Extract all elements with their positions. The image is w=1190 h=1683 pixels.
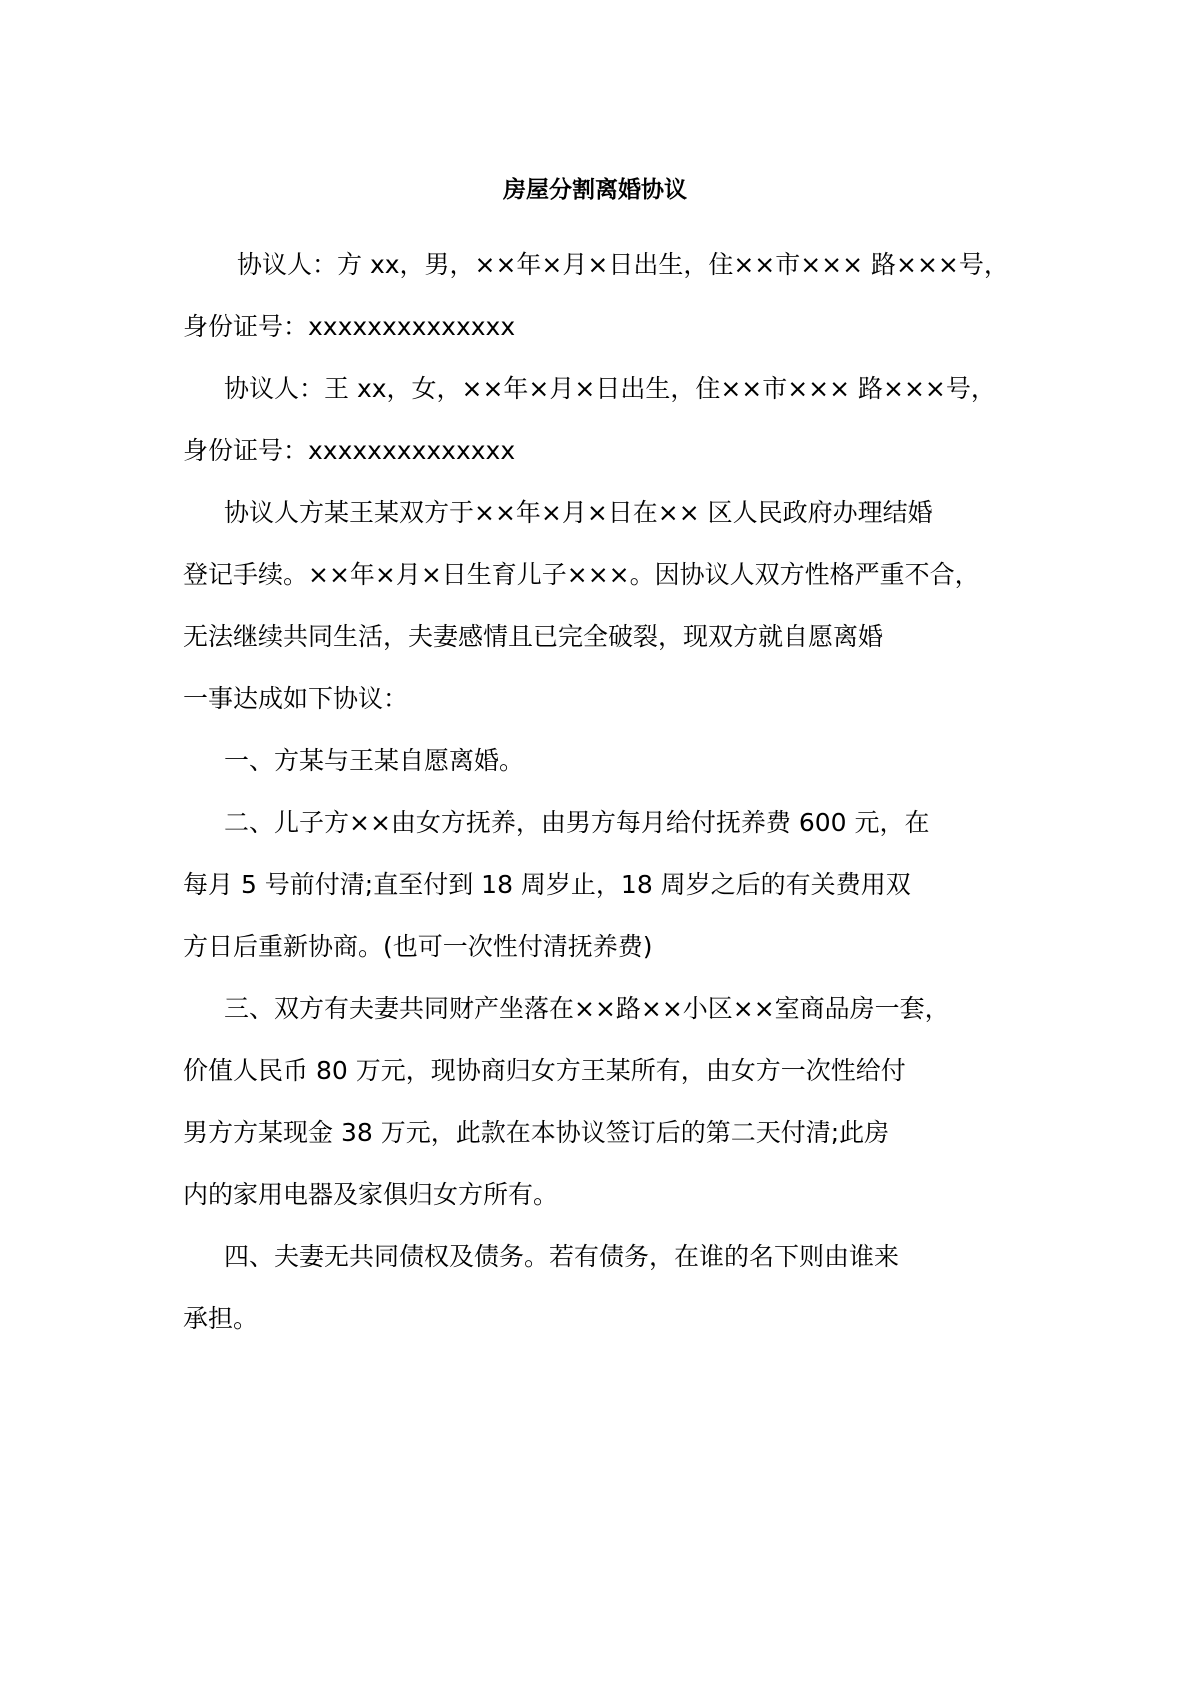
text-line: 一、方某与王某自愿离婚。	[224, 746, 525, 775]
text-line: 内的家用电器及家俱归女方所有。	[183, 1180, 559, 1209]
text-line: 登记手续。××年×月×日生育儿子×××。因协议人双方性格严重不合，	[183, 560, 980, 589]
text-line: 三、双方有夫妻共同财产坐落在××路××小区××室商品房一套，	[224, 994, 950, 1023]
text-line: 男方方某现金 38 万元，此款在本协议签订后的第二天付清;此房	[183, 1118, 890, 1147]
text-line: 协议人方某王某双方于××年×月×日在×× 区人民政府办理结婚	[224, 498, 933, 527]
text-line: 身份证号：xxxxxxxxxxxxxx	[183, 312, 516, 341]
text-line: 协议人：王 xx，女，××年×月×日出生，住××市××× 路×××号，	[224, 374, 996, 403]
text-line: 每月 5 号前付清;直至付到 18 周岁止，18 周岁之后的有关费用双	[183, 870, 911, 899]
document-title: 房屋分割离婚协议	[503, 177, 687, 203]
text-line: 无法继续共同生活，夫妻感情且已完全破裂，现双方就自愿离婚	[183, 622, 884, 651]
text-line: 身份证号：xxxxxxxxxxxxxx	[183, 436, 516, 465]
text-line: 一事达成如下协议：	[183, 684, 409, 713]
text-line: 承担。	[183, 1304, 259, 1333]
text-line: 四、夫妻无共同债权及债务。若有债务，在谁的名下则由谁来	[224, 1242, 900, 1271]
text-line: 价值人民币 80 万元，现协商归女方王某所有，由女方一次性给付	[183, 1056, 906, 1085]
text-line: 方日后重新协商。(也可一次性付清抚养费)	[183, 932, 653, 961]
text-line: 协议人：方 xx，男，××年×月×日出生，住××市××× 路×××号，	[237, 250, 1009, 279]
text-line: 二、儿子方××由女方抚养，由男方每月给付抚养费 600 元，在	[224, 808, 930, 837]
